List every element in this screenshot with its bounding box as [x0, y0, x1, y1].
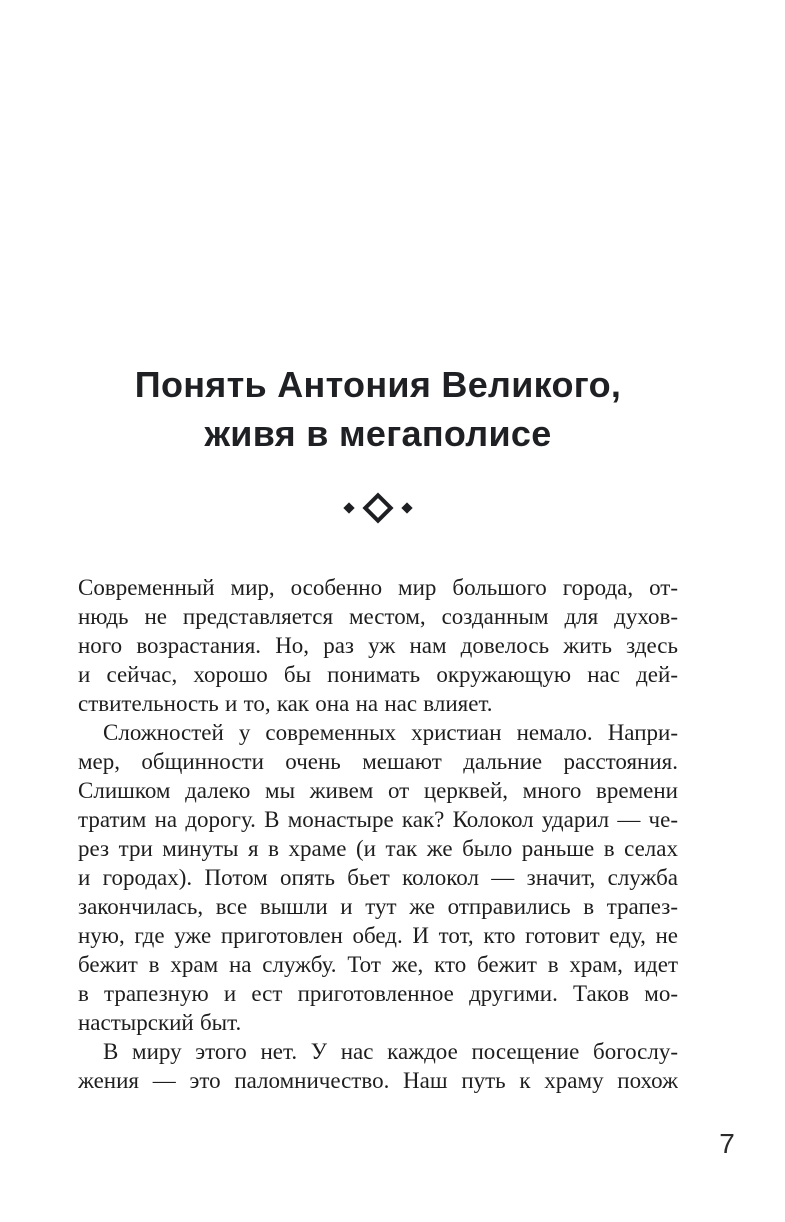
text-line: рез три минуты я в храме (и так же было раньше в селах: [78, 836, 678, 861]
text-line: в трапезную и ест приготовленное другими. Таков мо-: [78, 981, 678, 1006]
text-line: жения — это паломничество. Наш путь к храму похож: [78, 1068, 678, 1093]
paragraph: [78, 718, 678, 1037]
small-filled-diamond-icon: [401, 502, 412, 513]
page-number: 7: [719, 1128, 735, 1159]
diamond-ornament: [78, 496, 678, 520]
text-line: ствительность и то, как она на нас влияет.: [78, 691, 493, 716]
text-line: тратим на дорогу. В монастыре как? Колокол ударил — че-: [78, 807, 678, 832]
text-line: ную, где уже приготовлен обед. И тот, кто готовит еду, не: [78, 923, 678, 948]
chapter-title-line-1: Понять Антония Великого,: [134, 364, 622, 406]
text-line: и городах). Потом опять бьет колокол — значит, служба: [78, 865, 678, 890]
chapter-title: [78, 360, 678, 458]
text-line: мер, общинности очень мешают дальние расстояния.: [78, 749, 678, 774]
text-line: и сейчас, хорошо бы понимать окружающую нас дей-: [78, 662, 678, 687]
body-text: [78, 573, 678, 1095]
text-line: бежит в храм на службу. Тот же, кто бежит в храм, идет: [78, 952, 678, 977]
paragraph: [78, 573, 678, 718]
text-line: ного возрастания. Но, раз уж нам довелось жить здесь: [78, 633, 678, 658]
text-line: Современный мир, особенно мир большого города, от-: [78, 575, 678, 600]
text-line: закончилась, все вышли и тут же отправились в трапез-: [78, 894, 678, 919]
text-line: нюдь не представляется местом, созданным для духов-: [78, 604, 678, 629]
small-filled-diamond-icon: [343, 502, 354, 513]
text-line: настырский быт.: [78, 1010, 242, 1035]
text-line: Сложностей у современных христиан немало. Напри-: [103, 720, 678, 745]
text-line: Слишком далеко мы живем от церквей, много времени: [78, 778, 678, 803]
large-hollow-diamond-icon: [362, 492, 393, 523]
chapter-title-line-2: живя в мегаполисе: [204, 413, 552, 455]
paragraph: [78, 1037, 678, 1095]
text-line: В миру этого нет. У нас каждое посещение богослу-: [103, 1039, 678, 1064]
